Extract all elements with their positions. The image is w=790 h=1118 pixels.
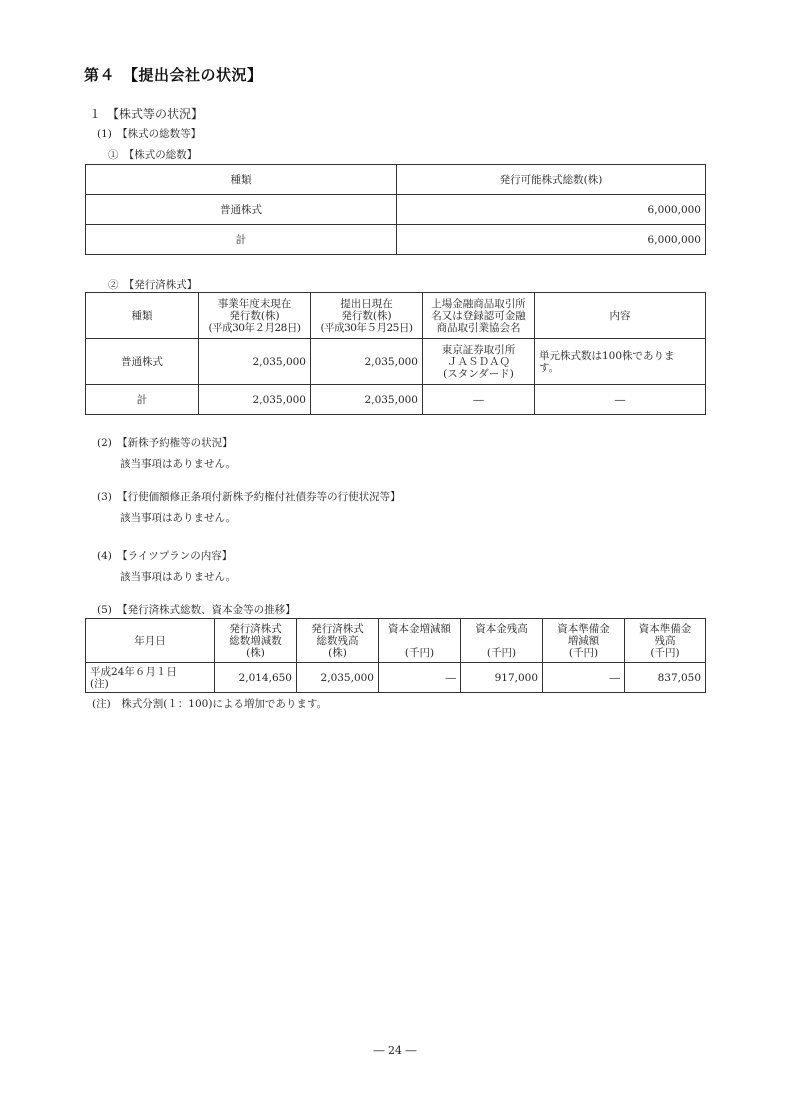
cell-exchange — [423, 339, 535, 385]
header-line: 商品取引業協会名 — [436, 321, 521, 334]
cell-content — [535, 339, 706, 385]
table-row — [86, 195, 706, 225]
header-cell: 内容 — [535, 293, 706, 339]
header-line: 上場金融商品取引所 — [431, 297, 526, 310]
header-cell — [625, 619, 706, 663]
header-spacer — [383, 635, 456, 647]
header-cell — [461, 619, 543, 663]
date-line: 平成24年６月１日 — [90, 665, 177, 678]
header-spacer — [465, 635, 538, 647]
header-line: (千円) — [486, 646, 517, 659]
capital-history-note: (注) 株式分割(１：100)による増加であります。 — [92, 698, 328, 710]
cell-date — [86, 663, 215, 693]
page-number: ― 24 ― — [373, 1044, 417, 1057]
header-line: (平成30年５月25日) — [320, 321, 413, 334]
cell-type: 普通株式 — [86, 339, 199, 385]
cell-filing-date: 2,035,000 — [311, 385, 423, 415]
cell-fy-end: 2,035,000 — [199, 385, 311, 415]
header-line: 残高 — [654, 634, 676, 647]
authorized-shares-table — [85, 164, 706, 255]
header-line: (千円) — [404, 646, 435, 659]
header-line: 資本準備金 — [557, 622, 610, 635]
cell-type: 計 — [86, 385, 199, 415]
header-line: 発行数(株) — [229, 309, 280, 322]
cell-reserve-change: ― — [543, 663, 625, 693]
header-cell — [199, 293, 311, 339]
header-line: 増減額 — [567, 634, 600, 647]
header-line: (株) — [246, 646, 265, 659]
subsection-title-2: (2) 【新株予約権等の状況】 — [97, 437, 233, 449]
header-line: 提出日現在 — [340, 297, 393, 310]
header-line: 総数残高 — [316, 634, 359, 647]
header-line: 資本金残高 — [475, 622, 528, 635]
exchange-line: ＪＡＳＤＡＱ — [447, 355, 510, 368]
cell-type: 普通株式 — [86, 195, 397, 225]
exchange-line: (スタンダード) — [443, 367, 514, 380]
subsection-text-4: 該当事項はありません。 — [120, 571, 237, 583]
header-line: (株) — [328, 646, 347, 659]
cell-shares-balance: 2,035,000 — [297, 663, 379, 693]
cell-fy-end: 2,035,000 — [199, 339, 311, 385]
chapter-title: 第４ 【提出会社の状況】 — [84, 66, 263, 84]
item-title-issued-shares: ② 【発行済株式】 — [108, 279, 198, 291]
table-header-row — [86, 619, 706, 663]
date-note: (注) — [90, 677, 109, 690]
cell-content: ― — [535, 385, 706, 415]
table-row-total — [86, 385, 706, 415]
content-line: 単元株式数は100株でありま — [539, 349, 675, 362]
subsection-title-1: (1) 【株式の総数等】 — [97, 128, 202, 140]
capital-history-table — [85, 618, 706, 693]
header-cell — [215, 619, 297, 663]
header-line: 資本金増減額 — [388, 622, 451, 635]
content-line: す。 — [539, 361, 560, 374]
table-header-row — [86, 293, 706, 339]
header-cell: 種類 — [86, 165, 397, 195]
subsection-title-5: (5) 【発行済株式総数、資本金等の推移】 — [97, 604, 296, 616]
header-line: (千円) — [568, 646, 599, 659]
header-cell — [543, 619, 625, 663]
header-line: 資本準備金 — [638, 622, 692, 635]
header-line: 発行済株式 — [229, 622, 282, 635]
header-line: (平成30年２月28日) — [208, 321, 301, 334]
header-line: 名又は登録認可金融 — [431, 309, 526, 322]
header-line: (千円) — [650, 646, 680, 659]
cell-exchange: ― — [423, 385, 535, 415]
header-cell: 年月日 — [86, 619, 215, 663]
header-cell: 種類 — [86, 293, 199, 339]
table-row — [86, 339, 706, 385]
cell-filing-date: 2,035,000 — [311, 339, 423, 385]
header-line: 総数増減数 — [229, 634, 282, 647]
header-cell — [423, 293, 535, 339]
subsection-text-2: 該当事項はありません。 — [120, 458, 237, 470]
issued-shares-table — [85, 292, 706, 415]
header-cell — [379, 619, 461, 663]
section-title: １ 【株式等の状況】 — [89, 107, 204, 121]
header-line: 発行数(株) — [341, 309, 392, 322]
cell-authorized: 6,000,000 — [397, 225, 706, 255]
cell-reserve-balance: 837,050 — [625, 663, 706, 693]
item-title-shares-total: ① 【株式の総数】 — [108, 149, 198, 161]
exchange-line: 東京証券取引所 — [441, 343, 516, 356]
header-cell — [311, 293, 423, 339]
header-cell — [297, 619, 379, 663]
header-cell: 発行可能株式総数(株) — [397, 165, 706, 195]
header-line: 発行済株式 — [311, 622, 364, 635]
header-line: 事業年度末現在 — [217, 297, 292, 310]
cell-capital-balance: 917,000 — [461, 663, 543, 693]
table-row — [86, 663, 706, 693]
table-row-total — [86, 225, 706, 255]
cell-capital-change: ― — [379, 663, 461, 693]
cell-authorized: 6,000,000 — [397, 195, 706, 225]
cell-shares-change: 2,014,650 — [215, 663, 297, 693]
table-header-row — [86, 165, 706, 195]
subsection-title-4: (4) 【ライツプランの内容】 — [97, 550, 233, 562]
cell-type: 計 — [86, 225, 397, 255]
subsection-title-3: (3) 【行使価額修正条項付新株予約権付社債券等の行使状況等】 — [97, 491, 401, 503]
subsection-text-3: 該当事項はありません。 — [120, 512, 237, 524]
